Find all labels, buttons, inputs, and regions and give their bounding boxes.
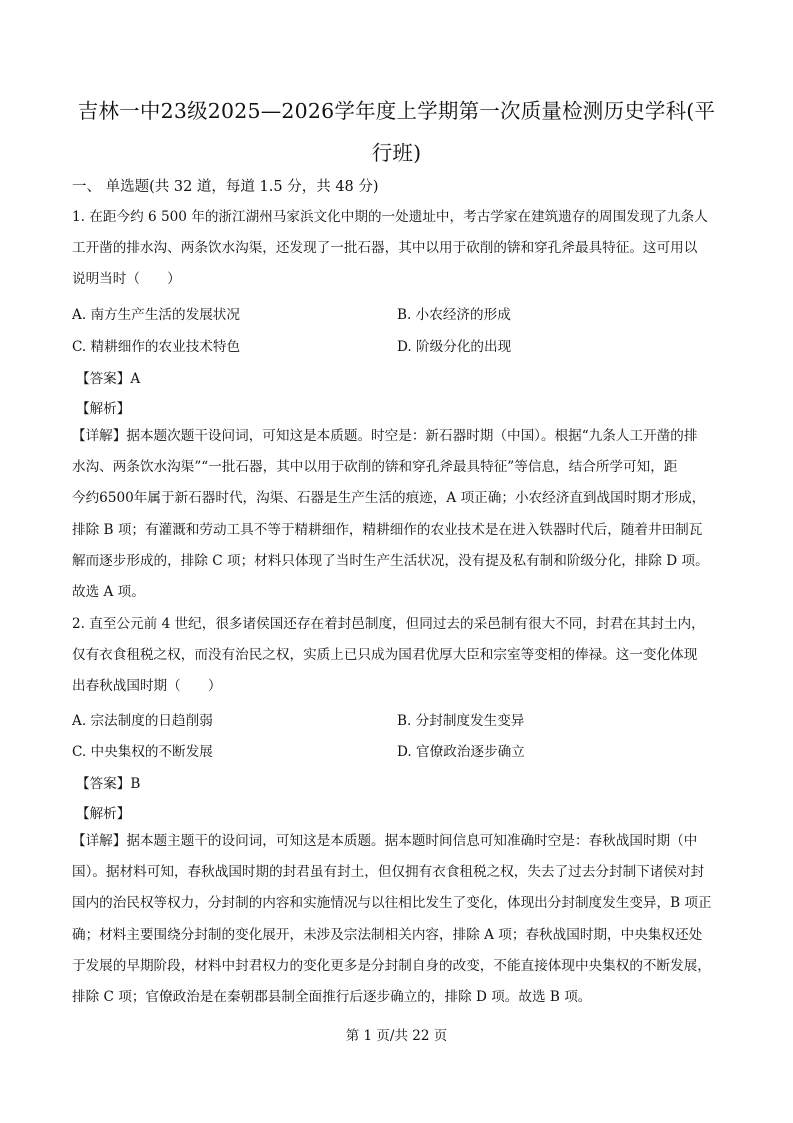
detail-line: 确；材料主要围绕分封制的变化展开，未涉及宗法制相关内容，排除 A 项；春秋战国时期，中央集权还处 [72,926,703,943]
option-d: D. 阶级分化的出现 [397,339,512,355]
option-c: C. 精耕细作的农业技术特色 [72,339,241,355]
question-1-stem [72,202,724,296]
option-a: A. 宗法制度的日趋削弱 [72,713,213,729]
detail-line: 故选 A 项。 [72,584,145,601]
stem-line: 工开凿的排水沟、两条饮水沟渠，还发现了一批石器，其中以用于砍削的锛和穿孔斧最具特征。这可用以 [72,240,698,257]
stem-line: 说明当时（ ） [72,271,181,288]
detail-line: 国内的治民权等权力，分封制的内容和实施情况与以往相比发生了变化，体现出分封制度发生变异，B 项正 [72,895,712,912]
question-1-answer [76,367,140,387]
detail-line: 于发展的早期阶段，材料中封君权力的变化更多是分封制自身的改变，不能直接体现中央集权的不断发展， [72,957,711,974]
question-2-analysis-label: 【解析】 [76,806,131,822]
stem-line: 2. 直至公元前 4 世纪，很多诸侯国还存在着封邑制度，但同过去的采邑制有很大不同，封君在其封土内， [72,616,705,632]
stem-line: 1. 在距今约 6 500 年的浙江湖州马家浜文化中期的一处遗址中，考古学家在建筑遗存的周围发现了九条人 [72,209,708,225]
detail-line: 排除 B 项；有灌溉和劳动工具不等于精耕细作，精耕细作的农业技术是在进入铁器时代后，随着井田制瓦 [72,521,703,538]
option-b: B. 分封制度发生变异 [397,713,525,729]
option-b: B. 小农经济的形成 [397,307,511,323]
page-footer: 第 1 页/共 22 页 [345,1028,448,1044]
detail-line: 国）。据材料可知，春秋战国时期的封君虽有封土，但仅拥有衣食租税之权，失去了过去分封制下诸侯对封 [72,864,705,881]
detail-line: 【详解】据本题次题干设问词，可知这是本质题。时空是：新石器时期（中国）。根据“九条人工开凿的排 [72,428,698,444]
detail-line: 今约6500年属于新石器时代，沟渠、石器是生产生活的痕迹，A 项正确；小农经济直到战国时期才形成， [72,490,706,507]
option-a: A. 南方生产生活的发展状况 [72,307,240,323]
page-title [60,90,733,174]
answer-value: A [130,371,141,387]
detail-line: 排除 C 项；官僚政治是在秦朝郡县制全面推行后逐步确立的，排除 D 项。故选 B 项。 [72,989,592,1006]
title-line-1: 吉林一中23级2025—2026学年度上学期第一次质量检测历史学科(平 [77,99,716,123]
answer-label: 【答案】 [76,371,131,387]
answer-label: 【答案】 [76,776,131,792]
stem-line: 出春秋战国时期（ ） [72,678,222,695]
question-2-detail [72,826,724,1013]
question-1-detail [72,421,724,608]
question-1-analysis-label: 【解析】 [76,401,131,417]
option-c: C. 中央集权的不断发展 [72,744,213,760]
answer-value: B [130,776,141,792]
question-2-stem [72,609,724,703]
question-2-answer [76,772,140,792]
detail-line: 解而逐步形成的，排除 C 项；材料只体现了当时生产生活状况，没有提及私有制和阶级分化，排除 D 项。 [72,552,709,569]
section-heading: 一、 单选题(共 32 道，每道 1.5 分，共 48 分) [72,179,379,195]
option-d: D. 官僚政治逐步确立 [397,744,525,760]
detail-line: 【详解】据本题主题干的设问词，可知这是本质题。据本题时间信息可知准确时空是：春秋战国时期（中 [72,833,698,849]
title-line-2: 行班) [371,141,422,165]
stem-line: 仅有衣食租税之权，而没有治民之权，实质上已只成为国君优厚大臣和宗室等变相的俸禄。这一变化体现 [72,647,698,664]
detail-line: 水沟、两条饮水沟渠”“一批石器，其中以用于砍削的锛和穿孔斧最具特征”等信息，结合所学可知，距 [72,459,678,476]
